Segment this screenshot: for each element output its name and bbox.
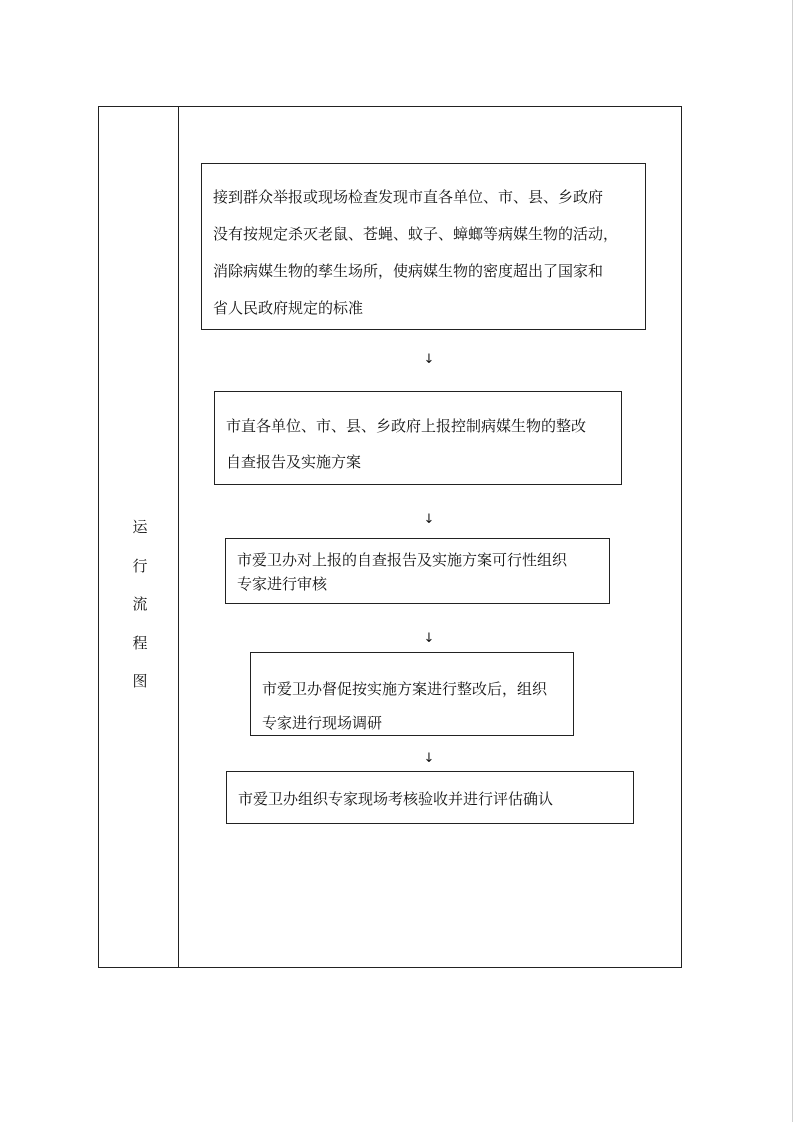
row-header-char: 运	[132, 518, 148, 536]
flow-step-4-rectification-survey	[250, 652, 574, 736]
flow-step-text: 专家进行审核	[237, 575, 328, 593]
column-divider	[178, 106, 179, 968]
row-header-char: 程	[132, 633, 148, 652]
down-arrow-icon: ↓	[423, 751, 435, 766]
row-header-char: 流	[132, 595, 148, 613]
flow-step-text: 市爱卫办对上报的自查报告及实施方案可行性组织	[237, 551, 568, 569]
row-header-char: 行	[132, 556, 148, 575]
row-header-operation-flowchart	[120, 508, 160, 701]
row-header-char: 图	[132, 672, 148, 690]
flow-step-text: 市直各单位、市、县、乡政府上报控制病媒生物的整改	[226, 417, 587, 435]
flow-step-text: 专家进行现场调研	[262, 714, 383, 732]
flow-step-text: 消除病媒生物的孳生场所，使病媒生物的密度超出了国家和	[213, 262, 604, 280]
down-arrow-icon: ↓	[423, 512, 435, 527]
flow-step-5-acceptance-evaluation	[226, 771, 634, 824]
down-arrow-icon: ↓	[423, 631, 435, 646]
flow-step-3-expert-review	[225, 538, 610, 604]
flow-step-2-self-inspection-report	[214, 391, 622, 485]
flow-step-text: 接到群众举报或现场检查发现市直各单位、市、县、乡政府	[213, 188, 604, 206]
flow-step-text: 市爱卫办督促按实施方案进行整改后，组织	[262, 680, 548, 698]
flow-step-1-report-discovery	[201, 163, 646, 330]
flow-step-text: 没有按规定杀灭老鼠、苍蝇、蚊子、蟑螂等病媒生物的活动，	[213, 225, 619, 243]
flow-step-text: 市爱卫办组织专家现场考核验收并进行评估确认	[238, 790, 554, 808]
flow-step-text: 自查报告及实施方案	[226, 453, 362, 471]
flow-step-text: 省人民政府规定的标准	[213, 299, 364, 317]
down-arrow-icon: ↓	[423, 352, 435, 367]
